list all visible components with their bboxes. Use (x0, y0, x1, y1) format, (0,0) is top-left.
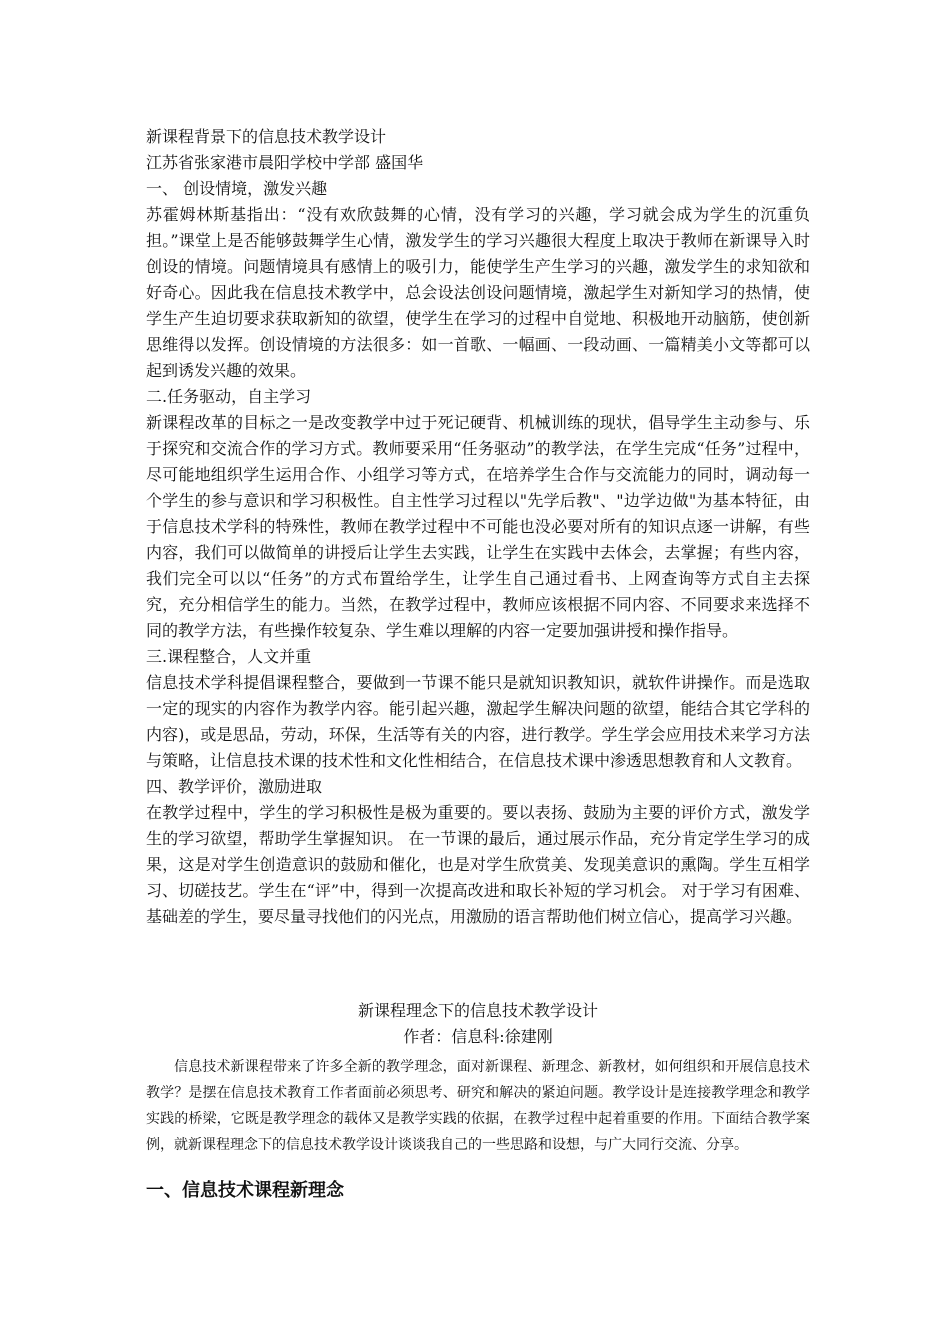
article-2-author: 作者：信息科:徐建刚 (403, 1027, 553, 1046)
article-1-author: 江苏省张家港市晨阳学校中学部 盛国华 (146, 153, 424, 172)
article-2-heading-1: 一、信息技术课程新理念 (146, 1180, 344, 1201)
article-1 (146, 124, 810, 930)
section-2-body: 新课程改革的目标之一是改变教学中过于死记硬背、机械训练的现状，倡导学生主动参与、乐于探究和交流合作的学习方式。教师要采用“任务驱动”的教学法，在学生完成“任务”过程中，尽可能地组织学生运用合作、小组学习等方式，在培养学生合作与交流能力的同时，调动每一个学生的参与意识和学习积极性。自主性学习过程以"先学后教"、"边学边做"为基本特征，由于信息技术学科的特殊性，教师在教学过程中不可能也没必要对所有的知识点逐一讲解，有些内容，我们可以做简单的讲授后让学生去实践，让学生在实践中去体会，去掌握；有些内容，我们完全可以以“任务”的方式布置给学生，让学生自己通过看书、上网查询等方式自主去探究，充分相信学生的能力。当然，在教学过程中，教师应该根据不同内容、不同要求来选择不同的教学方法，有些操作较复杂、学生难以理解的内容一定要加强讲授和操作指导。 (146, 413, 810, 640)
section-3-body: 信息技术学科提倡课程整合，要做到一节课不能只是就知识教知识，就软件讲操作。而是选取一定的现实的内容作为教学内容。能引起兴趣，激起学生解决问题的欲望，能结合其它学科的内容)，或是思品，劳动，环保，生活等有关的内容，进行教学。学生学会应用技术来学习方法与策略，让信息技术课的技术性和文化性相结合，在信息技术课中渗透思想教育和人文教育。 (146, 673, 810, 770)
section-4-body: 在教学过程中，学生的学习积极性是极为重要的。要以表扬、鼓励为主要的评价方式，激发学生的学习欲望，帮助学生掌握知识。 在一节课的最后，通过展示作品，充分肯定学生学习的成果，这是对学生创造意识的鼓励和催化，也是对学生欣赏美、发现美意识的熏陶。学生互相学习、切磋技艺。学生在“评”中，得到一次提高改进和取长补短的学习机会。 对于学习有困难、基础差的学生，要尽量寻找他们的闪光点，用激励的语言帮助他们树立信心，提高学习兴趣。 (146, 803, 810, 926)
article-2-title: 新课程理念下的信息技术教学设计 (357, 1001, 598, 1020)
section-3-heading: 三.课程整合，人文并重 (146, 647, 312, 666)
section-2-heading: 二.任务驱动，自主学习 (146, 387, 312, 406)
article-2-intro: 信息技术新课程带来了许多全新的教学理念，面对新课程、新理念、新教材，如何组织和开展信息技术教学？是摆在信息技术教育工作者面前必须思考、研究和解决的紧迫问题。教学设计是连接教学理念和教学实践的桥梁，它既是教学理念的载体又是教学实践的依据，在教学过程中起着重要的作用。下面结合教学案例，就新课程理念下的信息技术教学设计谈谈我自己的一些思路和设想，与广大同行交流、分享。 (146, 1059, 810, 1153)
section-1-heading: 一、 创设情境，激发兴趣 (146, 179, 328, 198)
article-2 (146, 998, 810, 1206)
section-1-body: 苏霍姆林斯基指出：“没有欢欣鼓舞的心情，没有学习的兴趣，学习就会成为学生的沉重负担。”课堂上是否能够鼓舞学生心情，激发学生的学习兴趣很大程度上取决于教师在新课导入时创设的情境。问题情境具有感情上的吸引力，能使学生产生学习的兴趣，激发学生的求知欲和好奇心。因此我在信息技术教学中，总会设法创设问题情境，激起学生对新知学习的热情，使学生产生迫切要求获取新知的欲望，使学生在学习的过程中自觉地、积极地开动脑筋，使创新思维得以发挥。创设情境的方法很多：如一首歌、一幅画、一段动画、一篇精美小文等都可以起到诱发兴趣的效果。 (146, 205, 810, 380)
section-4-heading: 四、教学评价，激励进取 (146, 777, 323, 796)
article-1-title: 新课程背景下的信息技术教学设计 (146, 127, 387, 146)
